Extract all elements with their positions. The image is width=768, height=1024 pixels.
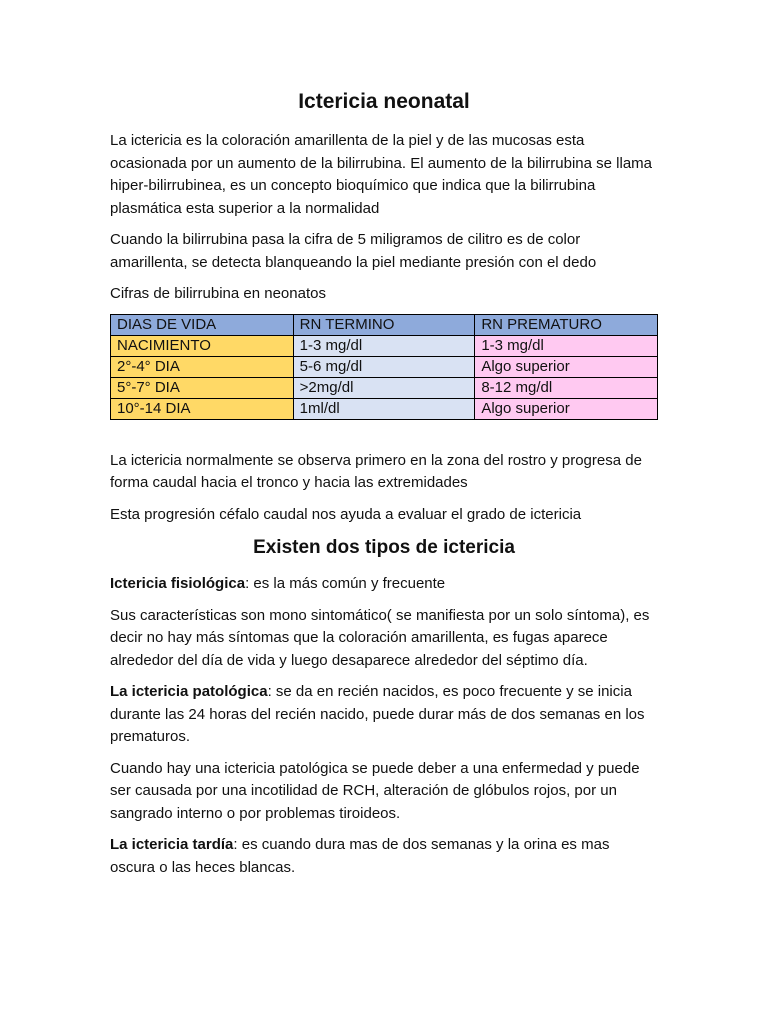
progression-paragraph: La ictericia normalmente se observa primero en la zona del rostro y progresa de forma caudal hacia el tronco y hacia las extremidades bbox=[110, 451, 642, 491]
bilirubin-table bbox=[110, 314, 658, 420]
fisiologica-description: Sus características son mono sintomático( se manifiesta por un solo síntoma), es decir no hay más síntomas que la coloración amarillenta, es fugas aparece alrededor del día de vida y luego desaparece alrededor del séptimo día. bbox=[110, 606, 650, 669]
table-row bbox=[111, 335, 658, 356]
fisiologica-text: : es la más común y frecuente bbox=[245, 575, 446, 592]
intro-paragraph-1: La ictericia es la coloración amarillenta de la piel y de las mucosas esta ocasionada por un aumento de la bilirrubina. El aumento de la bilirrubina se llama hiper-bilirrubinea, es un concepto bioquímico que indica que la bilirrubina plasmática esta superior a la normalidad bbox=[110, 132, 652, 217]
header-rn-prematuro: RN PREMATURO bbox=[475, 314, 658, 335]
table-cell: >2mg/dl bbox=[293, 377, 475, 398]
header-rn-termino: RN TERMINO bbox=[293, 314, 475, 335]
table-row bbox=[111, 356, 658, 377]
table-row bbox=[111, 377, 658, 398]
table-cell: Algo superior bbox=[475, 398, 658, 419]
intro-paragraph-2: Cuando la bilirrubina pasa la cifra de 5 miligramos de cilitro es de color amarillenta, se detecta blanqueando la piel mediante presión con el dedo bbox=[110, 231, 597, 271]
patologica-term: La ictericia patológica bbox=[110, 683, 268, 700]
table-cell: NACIMIENTO bbox=[111, 335, 294, 356]
patologica-description: Cuando hay una ictericia patológica se puede deber a una enfermedad y puede ser causada por una incotilidad de RCH, alteración de glóbulos rojos, por un sangrado interno o por problemas tiroideos. bbox=[110, 759, 640, 822]
patologica-text: : se da en recién nacidos, es poco frecuente y se inicia durante las 24 horas del recién nacido, puede durar más de dos semanas en los prematuros. bbox=[110, 683, 645, 745]
table-cell: 1-3 mg/dl bbox=[293, 335, 475, 356]
table-cell: 8-12 mg/dl bbox=[475, 377, 658, 398]
patologica-paragraph bbox=[110, 681, 658, 749]
tardia-text: : es cuando dura mas de dos semanas y la orina es mas oscura o las heces blancas. bbox=[110, 836, 610, 876]
document-page bbox=[110, 88, 658, 888]
document-title: Ictericia neonatal bbox=[298, 90, 470, 113]
table-header-row bbox=[111, 314, 658, 335]
table-cell: Algo superior bbox=[475, 356, 658, 377]
section-heading: Existen dos tipos de ictericia bbox=[253, 537, 515, 558]
table-cell: 10°-14 DIA bbox=[111, 398, 294, 419]
header-dias-de-vida: DIAS DE VIDA bbox=[111, 314, 294, 335]
table-cell: 2°-4° DIA bbox=[111, 356, 294, 377]
fisiologica-term: Ictericia fisiológica bbox=[110, 575, 246, 592]
tardia-paragraph bbox=[110, 834, 658, 879]
table-row bbox=[111, 398, 658, 419]
fisiologica-paragraph bbox=[110, 573, 658, 596]
cephalocaudal-paragraph: Esta progresión céfalo caudal nos ayuda a evaluar el grado de ictericia bbox=[110, 505, 582, 523]
table-caption: Cifras de bilirrubina en neonatos bbox=[110, 285, 326, 302]
table-cell: 5-6 mg/dl bbox=[293, 356, 475, 377]
table-cell: 1ml/dl bbox=[293, 398, 475, 419]
table-cell: 1-3 mg/dl bbox=[475, 335, 658, 356]
tardia-term: La ictericia tardía bbox=[110, 836, 234, 853]
table-cell: 5°-7° DIA bbox=[111, 377, 294, 398]
